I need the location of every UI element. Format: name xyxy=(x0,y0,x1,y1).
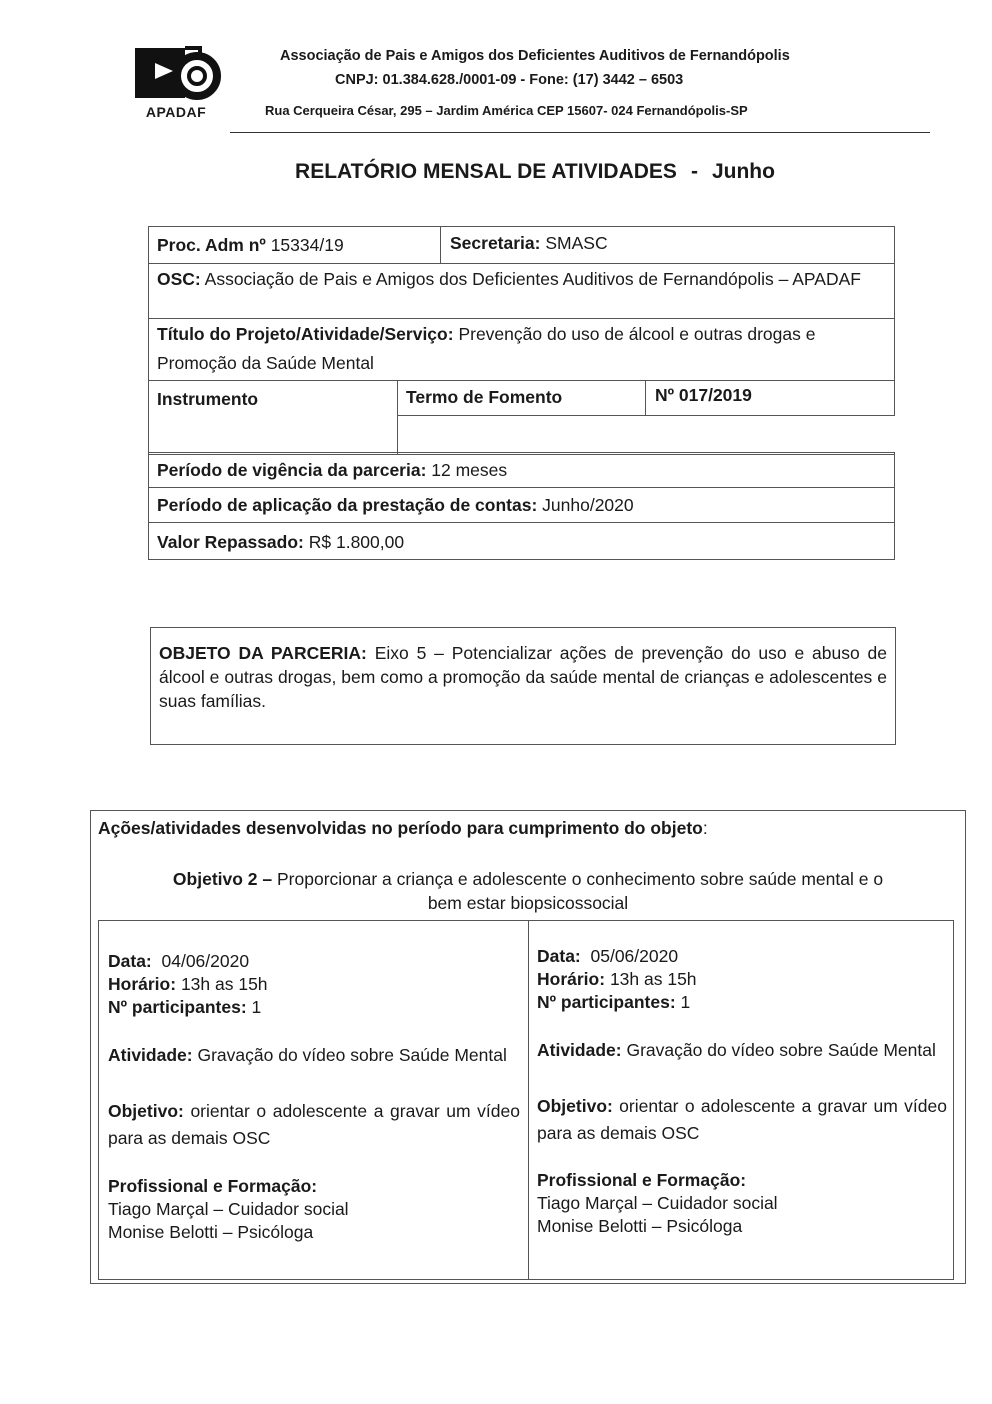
divider xyxy=(528,920,529,1280)
objetivo-2 xyxy=(90,867,966,915)
termo-label: Termo de Fomento xyxy=(406,387,563,407)
vigencia-value: 12 meses xyxy=(431,460,508,480)
org-address: Rua Cerqueira César, 295 – Jardim América CEP 15607- 024 Fernandópolis-SP xyxy=(265,103,748,118)
profissional-1: Tiago Marçal – Cuidador social xyxy=(108,1199,349,1219)
objetivo-2-line2: bem estar biopsicossocial xyxy=(427,893,629,913)
valor-value: R$ 1.800,00 xyxy=(308,532,405,552)
objeto-parceria xyxy=(159,641,887,713)
divider xyxy=(440,226,441,264)
objeto-label: OBJETO DA PARCERIA: xyxy=(159,643,367,663)
logo-text: APADAF xyxy=(145,104,207,120)
proc-label: Proc. Adm nº xyxy=(157,235,266,255)
objetivo-2-label: Objetivo 2 – xyxy=(172,869,273,889)
aplicacao-label: Período de aplicação da prestação de contas: xyxy=(157,495,538,515)
entry-header xyxy=(537,945,697,1014)
secretaria-value: SMASC xyxy=(545,233,608,253)
data-value: 04/06/2020 xyxy=(161,951,250,971)
header-rule xyxy=(230,132,930,133)
cnpj-phone: CNPJ: 01.384.628./0001-09 - Fone: (17) 3442 – 6503 xyxy=(335,72,684,88)
objetivo xyxy=(537,1093,947,1147)
profissional-label: Profissional e Formação: xyxy=(537,1170,747,1190)
atividade xyxy=(108,1043,518,1067)
secretaria xyxy=(450,231,608,255)
profissional xyxy=(537,1169,778,1238)
osc-label: OSC: xyxy=(157,269,201,289)
profissional-2: Monise Belotti – Psicóloga xyxy=(537,1216,743,1236)
secretaria-label: Secretaria: xyxy=(450,233,541,253)
participantes-value: 1 xyxy=(680,992,691,1012)
aplicacao-value: Junho/2020 xyxy=(542,495,634,515)
atividade-label: Atividade: xyxy=(537,1040,622,1060)
data-label: Data: xyxy=(537,946,581,966)
profissional xyxy=(108,1175,349,1244)
objetivo xyxy=(108,1098,520,1152)
acoes-heading xyxy=(98,816,708,840)
titulo-projeto xyxy=(157,320,857,378)
osc xyxy=(157,267,887,291)
proc-adm xyxy=(157,233,344,257)
horario-label: Horário: xyxy=(108,974,177,994)
org-name: Associação de Pais e Amigos dos Deficientes Auditivos de Fernandópolis xyxy=(280,48,790,64)
horario-value: 13h as 15h xyxy=(609,969,697,989)
report-month: Junho xyxy=(711,160,775,183)
entry-header xyxy=(108,950,268,1019)
participantes-label: Nº participantes: xyxy=(537,992,676,1012)
acoes-heading-colon: : xyxy=(702,818,708,838)
valor xyxy=(157,530,404,554)
instrumento-label: Instrumento xyxy=(157,389,259,409)
osc-value: Associação de Pais e Amigos dos Deficientes Auditivos de Fernandópolis – APADAF xyxy=(204,269,861,289)
vigencia-label: Período de vigência da parceria: xyxy=(157,460,427,480)
profissional-2: Monise Belotti – Psicóloga xyxy=(108,1222,314,1242)
data-label: Data: xyxy=(108,951,152,971)
atividade-label: Atividade: xyxy=(108,1045,193,1065)
atividade-value: Gravação do vídeo sobre Saúde Mental xyxy=(197,1045,507,1065)
objetivo-value: orientar o adolescente a gravar um vídeo para as demais OSC xyxy=(537,1096,947,1143)
objetivo-2-line1: Proporcionar a criança e adolescente o conhecimento sobre saúde mental e o xyxy=(277,869,884,889)
aplicacao xyxy=(157,493,634,517)
numero-label: Nº 017/2019 xyxy=(655,385,752,405)
objeto-text: Eixo 5 – Potencializar ações de prevenção do uso e abuso de álcool e outras drogas, bem como a promoção da saúde mental de crianças e adolescentes e suas famílias. xyxy=(159,643,887,711)
report-title-text: RELATÓRIO MENSAL DE ATIVIDADES xyxy=(295,160,677,183)
objetivo-label: Objetivo: xyxy=(537,1096,613,1116)
report-title xyxy=(0,160,992,184)
valor-label: Valor Repassado: xyxy=(157,532,304,552)
participantes-value: 1 xyxy=(251,997,262,1017)
horario-label: Horário: xyxy=(537,969,606,989)
atividade xyxy=(537,1038,947,1062)
data-value: 05/06/2020 xyxy=(590,946,679,966)
participantes-label: Nº participantes: xyxy=(108,997,247,1017)
title-separator: - xyxy=(690,160,698,183)
vigencia xyxy=(157,458,507,482)
profissional-1: Tiago Marçal – Cuidador social xyxy=(537,1193,778,1213)
objetivo-value: orientar o adolescente a gravar um vídeo para as demais OSC xyxy=(108,1101,520,1148)
titulo-value: Prevenção do uso de álcool e outras drogas e Promoção da Saúde Mental xyxy=(157,324,816,373)
horario-value: 13h as 15h xyxy=(180,974,268,994)
objetivo-label: Objetivo: xyxy=(108,1101,184,1121)
profissional-label: Profissional e Formação: xyxy=(108,1176,318,1196)
acoes-heading-text: Ações/atividades desenvolvidas no período para cumprimento do objeto xyxy=(98,818,703,838)
titulo-label: Título do Projeto/Atividade/Serviço: xyxy=(157,324,454,344)
divider xyxy=(645,380,646,416)
atividade-value: Gravação do vídeo sobre Saúde Mental xyxy=(626,1040,936,1060)
proc-value: 15334/19 xyxy=(270,235,344,255)
